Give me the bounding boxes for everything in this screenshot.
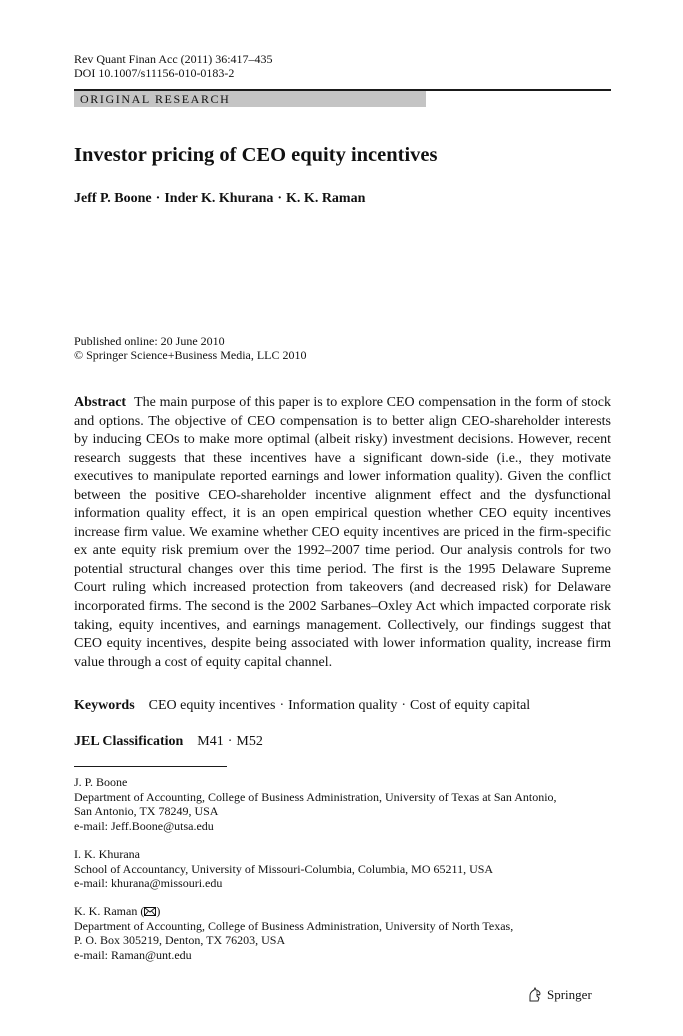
affiliation-khurana xyxy=(74,847,614,891)
affiliation-line: P. O. Box 305219, Denton, TX 76203, USA xyxy=(74,933,286,948)
abstract xyxy=(74,394,611,672)
affiliation-line: Department of Accounting, College of Business Administration, University of North Texas, xyxy=(74,918,514,933)
abstract-label: Abstract xyxy=(74,395,127,410)
keyword-separator: · xyxy=(401,698,407,713)
keyword-separator: · xyxy=(279,698,285,713)
publisher-name: Springer xyxy=(547,987,592,1002)
author-name: K. K. Raman xyxy=(286,191,366,206)
jel-classification xyxy=(74,733,263,751)
affiliation-boone xyxy=(74,775,614,833)
keyword-item: Information quality xyxy=(288,698,398,713)
corresponding-author-marker: ( ) xyxy=(140,904,161,918)
keywords-label: Keywords xyxy=(74,698,135,713)
published-online: Published online: 20 June 2010 xyxy=(74,334,225,348)
jel-separator: · xyxy=(227,734,233,749)
jel-code: M41 xyxy=(197,734,224,749)
envelope-icon xyxy=(144,907,156,916)
keyword-item: CEO equity incentives xyxy=(148,698,276,713)
affiliation-email: e-mail: Jeff.Boone@utsa.edu xyxy=(74,818,214,833)
jel-code: M52 xyxy=(236,734,263,749)
keyword-item: Cost of equity capital xyxy=(410,698,531,713)
keywords xyxy=(74,697,530,715)
publisher-mark xyxy=(527,987,592,1003)
doi: DOI 10.1007/s11156-010-0183-2 xyxy=(74,66,235,80)
affiliation-name: K. K. Raman xyxy=(74,904,138,918)
affiliation-email: e-mail: khurana@missouri.edu xyxy=(74,876,223,891)
category-bar xyxy=(74,91,426,107)
affiliation-line: School of Accountancy, University of Missouri-Columbia, Columbia, MO 65211, USA xyxy=(74,861,494,876)
abstract-text: The main purpose of this paper is to explore CEO compensation in the form of stock and options. The objective of CEO compensation is to better align CEO-shareholder interests by inducing CEOs to make more optimal (albeit risky) investment decisions. However, recent research suggests that these incentives have a significant down-side (i.e., they motivate executives to manipulate reported earnings and lower information quality). Given the conflict between the positive CEO-shareholder incentive alignment effect and the dysfunctional information quality effect, it is an open empirical question whether CEO equity incentives increase firm value. We examine whether CEO equity incentives are priced in the firm-specific ex ante equity risk premium over the 1992–2007 time period. Our analysis controls for two potential structural changes over this time period. The first is the 1995 Delaware Supreme Court ruling which increased protection from takeovers (and decreased risk) for Delaware incorporated firms. The second is the 2002 Sarbanes–Oxley Act which impacted corporate risk taking, equity incentives, and earnings management. Collectively, our findings suggest that CEO equity incentives, despite being associated with lower information quality, increase firm value through a cost of equity capital channel. xyxy=(74,395,611,670)
author-separator: · xyxy=(277,191,283,206)
article-title: Investor pricing of CEO equity incentives xyxy=(74,144,438,166)
affiliation-name: J. P. Boone xyxy=(74,775,128,789)
springer-horse-icon xyxy=(527,987,543,1003)
jel-label: JEL Classification xyxy=(74,734,184,749)
copyright: © Springer Science+Business Media, LLC 2010 xyxy=(74,348,307,362)
category-label: ORIGINAL RESEARCH xyxy=(80,92,231,106)
affiliation-line: San Antonio, TX 78249, USA xyxy=(74,804,219,819)
author-separator: · xyxy=(155,191,161,206)
affiliation-name: I. K. Khurana xyxy=(74,847,140,861)
affiliation-email: e-mail: Raman@unt.edu xyxy=(74,947,192,962)
author-name: Jeff P. Boone xyxy=(74,191,152,206)
affiliation-raman xyxy=(74,904,614,962)
author-list xyxy=(74,190,365,208)
footnote-rule xyxy=(74,766,227,767)
journal-reference: Rev Quant Finan Acc (2011) 36:417–435 xyxy=(74,52,273,66)
author-name: Inder K. Khurana xyxy=(164,191,274,206)
affiliation-line: Department of Accounting, College of Business Administration, University of Texas at San Antonio, xyxy=(74,789,557,804)
